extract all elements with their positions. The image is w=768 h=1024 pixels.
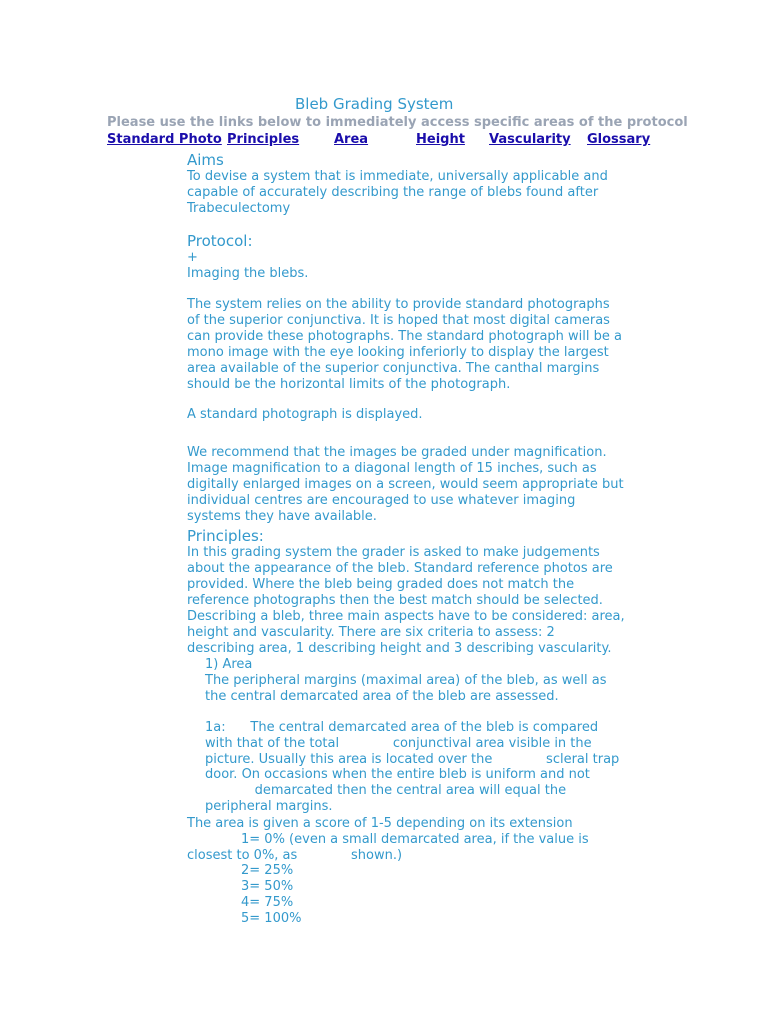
score-line: closest to 0%, as shown.) — [187, 848, 403, 863]
recommend-line: We recommend that the images be graded under magnification. — [187, 445, 607, 460]
criterion-1a-line: 1a: The central demarcated area of the bleb is compared — [205, 720, 599, 735]
score-item: 5= 100% — [241, 911, 302, 926]
system-line: can provide these photographs. The standard photograph will be a — [187, 329, 622, 344]
principles-line: about the appearance of the bleb. Standard reference photos are — [187, 561, 613, 576]
principles-line: height and vascularity. There are six criteria to assess: 2 — [187, 625, 555, 640]
criterion-1a-line: peripheral margins. — [205, 799, 333, 814]
aims-line: To devise a system that is immediate, universally applicable and — [187, 169, 608, 184]
recommend-line: systems they have available. — [187, 509, 377, 524]
nav-link-standard-photo[interactable]: Standard Photo — [107, 132, 222, 147]
score-line: 1= 0% (even a small demarcated area, if the value is — [241, 832, 589, 847]
page-title: Bleb Grading System — [295, 95, 454, 113]
score-item: 2= 25% — [241, 863, 294, 878]
area-heading: 1) Area — [205, 657, 253, 672]
score-intro: The area is given a score of 1-5 depending on its extension — [187, 816, 573, 831]
protocol-heading: Protocol: — [187, 232, 253, 250]
principles-line: In this grading system the grader is asked to make judgements — [187, 545, 600, 560]
score-item: 4= 75% — [241, 895, 294, 910]
intro-text: Please use the links below to immediately access specific areas of the protocol — [107, 115, 688, 130]
plus-sign: + — [187, 250, 198, 265]
aims-line: Trabeculectomy — [187, 201, 291, 216]
recommend-line: Image magnification to a diagonal length of 15 inches, such as — [187, 461, 597, 476]
criterion-1a-line: demarcated then the central area will equal the — [205, 783, 567, 798]
principles-line: provided. Where the bleb being graded does not match the — [187, 577, 575, 592]
criterion-1a-line: picture. Usually this area is located over the scleral trap — [205, 752, 620, 767]
aims-heading: Aims — [187, 151, 224, 169]
principles-line: describing area, 1 describing height and 3 describing vascularity. — [187, 641, 612, 656]
score-item: 3= 50% — [241, 879, 294, 894]
criterion-1a-line: door. On occasions when the entire bleb is uniform and not — [205, 767, 590, 782]
aims-line: capable of accurately describing the range of blebs found after — [187, 185, 599, 200]
nav-link-glossary[interactable]: Glossary — [587, 132, 651, 147]
nav-link-vascularity[interactable]: Vascularity — [489, 132, 571, 147]
area-line: The peripheral margins (maximal area) of the bleb, as well as — [205, 673, 607, 688]
principles-heading: Principles: — [187, 527, 264, 545]
system-line: area available of the superior conjunctiva. The canthal margins — [187, 361, 600, 376]
recommend-line: individual centres are encouraged to use whatever imaging — [187, 493, 576, 508]
system-line: of the superior conjunctiva. It is hoped that most digital cameras — [187, 313, 610, 328]
standard-photo-note: A standard photograph is displayed. — [187, 407, 423, 422]
principles-line: Describing a bleb, three main aspects have to be considered: area, — [187, 609, 625, 624]
criterion-1a-line: with that of the total conjunctival area visible in the — [205, 736, 592, 751]
nav-link-area[interactable]: Area — [334, 132, 369, 147]
system-line: should be the horizontal limits of the photograph. — [187, 377, 511, 392]
imaging-heading: Imaging the blebs. — [187, 266, 309, 281]
nav-link-height[interactable]: Height — [416, 132, 465, 147]
system-line: The system relies on the ability to provide standard photographs — [187, 297, 610, 312]
area-line: the central demarcated area of the bleb are assessed. — [205, 689, 559, 704]
recommend-line: digitally enlarged images on a screen, would seem appropriate but — [187, 477, 624, 492]
nav-link-principles[interactable]: Principles — [227, 132, 300, 147]
principles-line: reference photographs then the best match should be selected. — [187, 593, 603, 608]
system-line: mono image with the eye looking inferiorly to display the largest — [187, 345, 609, 360]
